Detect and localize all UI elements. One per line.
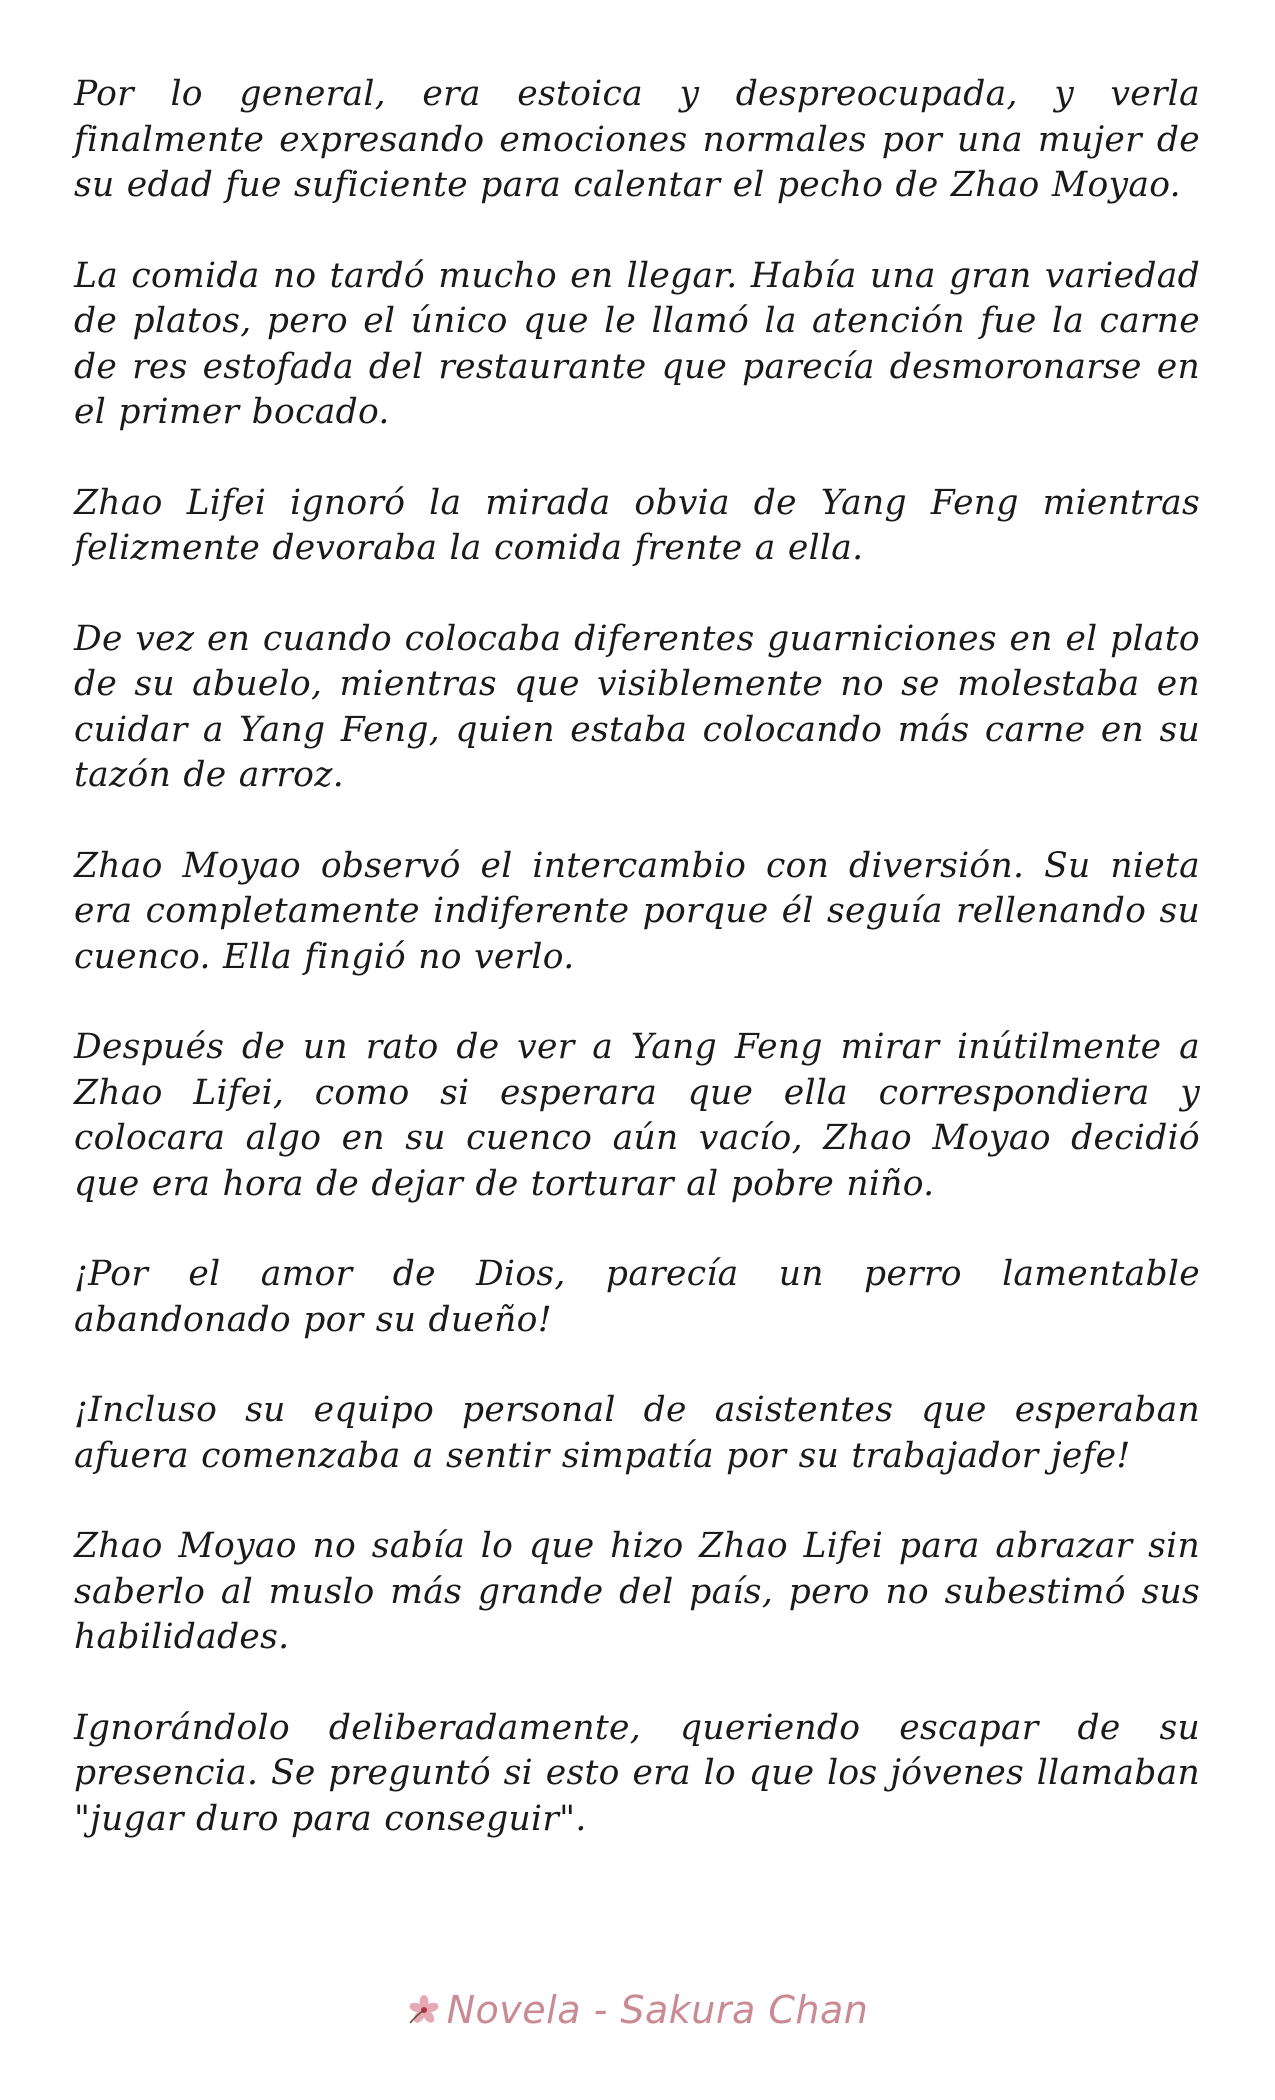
paragraph: De vez en cuando colocaba diferentes guarniciones en el plato de su abuelo, mientras que visiblemente no se molestaba en cuidar a Yang Feng, quien estaba colocando más carne en su tazón de arroz. — [74, 618, 1200, 795]
story-text — [74, 72, 1200, 1887]
paragraph: ¡Incluso su equipo personal de asistentes que esperaban afuera comenzaba a sentir simpatía por su trabajador jefe! — [74, 1390, 1200, 1476]
paragraph: Zhao Lifei ignoró la mirada obvia de Yang Feng mientras felizmente devoraba la comida frente a ella. — [74, 482, 1200, 568]
paragraph: Después de un rato de ver a Yang Feng mirar inútilmente a Zhao Lifei, como si esperara que ella correspondiera y colocara algo en su cuenco aún vacío, Zhao Moyao decidió que era hora de dejar de torturar al pobre niño. — [74, 1027, 1200, 1204]
paragraph: Ignorándolo deliberadamente, queriendo escapar de su presencia. Se preguntó si esto era lo que los jóvenes llamaban "jugar duro para conseguir". — [74, 1707, 1200, 1839]
watermark-text: Novela - Sakura Chan — [446, 1988, 869, 2032]
paragraph: Zhao Moyao no sabía lo que hizo Zhao Lifei para abrazar sin saberlo al muslo más grande del país, pero no subestimó sus habilidades. — [74, 1526, 1200, 1657]
paragraph: La comida no tardó mucho en llegar. Había una gran variedad de platos, pero el único que le llamó la atención fue la carne de res estofada del restaurante que parecía desmoronarse en el primer bocado. — [74, 255, 1200, 432]
sakura-flower-icon — [407, 1993, 441, 2027]
paragraph: Zhao Moyao observó el intercambio con diversión. Su nieta era completamente indiferente porque él seguía rellenando su cuenco. Ella fingió no verlo. — [74, 845, 1200, 977]
watermark — [0, 1985, 1275, 2035]
paragraph: Por lo general, era estoica y despreocupada, y verla finalmente expresando emociones normales por una mujer de su edad fue suficiente para calentar el pecho de Zhao Moyao. — [74, 74, 1200, 205]
paragraph: ¡Por el amor de Dios, parecía un perro lamentable abandonado por su dueño! — [74, 1254, 1200, 1340]
